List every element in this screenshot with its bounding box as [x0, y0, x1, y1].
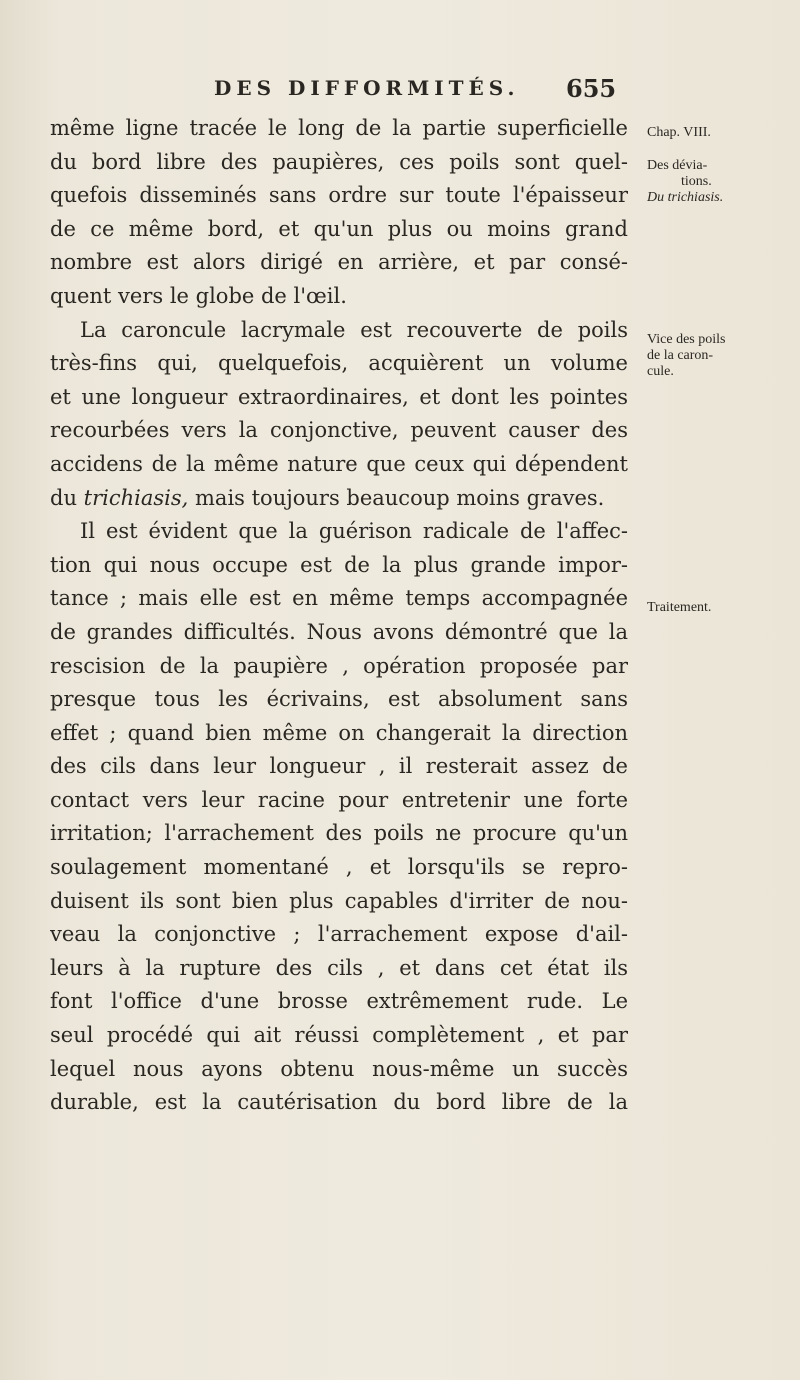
text-word: du: [50, 485, 77, 510]
text-line: lequel nous ayons obtenu nous-même un succès: [50, 1056, 628, 1081]
margin-note-deviations: [647, 158, 792, 206]
text-line: irritation; l'arrachement des poils ne procure qu'un: [50, 821, 628, 846]
text-line: [50, 482, 628, 516]
running-header: [214, 74, 617, 106]
text-line: accidens de la même nature que ceux qui dépendent: [50, 451, 628, 476]
text-line: et une longueur extraordinaires, et dont les pointes: [50, 384, 628, 409]
margin-note-caroncule: [647, 332, 792, 380]
text-line: contact vers leur racine pour entretenir une forte: [50, 787, 628, 812]
text-line: tion qui nous occupe est de la plus grande impor-: [50, 552, 628, 577]
margin-text: Traitement.: [647, 600, 712, 615]
text-line: Il est évident que la guérison radicale de l'affec-: [80, 519, 628, 544]
margin-note-chapter: [647, 125, 792, 141]
text-line: de grandes difficultés. Nous avons démontré que la: [50, 619, 628, 644]
text-word: mais toujours beaucoup moins graves.: [195, 485, 605, 510]
text-line: La caroncule lacrymale est recouverte de poils: [80, 317, 628, 342]
text-line: effet ; quand bien même on changerait la direction: [50, 720, 628, 745]
text-line: recourbées vers la conjonctive, peuvent causer des: [50, 418, 628, 443]
text-line: très-fins qui, quelquefois, acquièrent un volume: [50, 351, 628, 376]
text-line: seul procédé qui ait réussi complètement , et par: [50, 1023, 628, 1048]
text-line: du bord libre des paupières, ces poils sont quel-: [50, 149, 628, 174]
text-line: de ce même bord, et qu'un plus ou moins grand: [50, 216, 628, 241]
text-line: rescision de la paupière , opération proposée par: [50, 653, 628, 678]
margin-text: tions.: [681, 174, 712, 189]
text-line: des cils dans leur longueur , il resterait assez de: [50, 754, 628, 779]
text-line: durable, est la cautérisation du bord libre de la: [50, 1090, 628, 1115]
text-line: quefois disseminés sans ordre sur toute l'épaisseur: [50, 183, 628, 208]
text-line: veau la conjonctive ; l'arrachement expose d'ail-: [50, 922, 628, 947]
text-line: soulagement momentané , et lorsqu'ils se repro-: [50, 855, 628, 880]
margin-text: Vice des poils: [647, 332, 726, 347]
text-line: quent vers le globe de l'œil.: [50, 283, 347, 308]
margin-text: Du trichiasis.: [647, 190, 724, 205]
margin-text: Chap. VIII.: [647, 125, 711, 140]
text-line: leurs à la rupture des cils , et dans cet état ils: [50, 955, 628, 980]
margin-text: cule.: [647, 364, 674, 379]
page-number: 655: [566, 74, 617, 103]
text-line: presque tous les écrivains, est absolument sans: [50, 687, 628, 712]
text-line: même ligne tracée le long de la partie superficielle: [50, 116, 628, 140]
margin-text: de la caron-: [647, 348, 714, 363]
italic-term: trichiasis,: [83, 485, 189, 510]
text-line: tance ; mais elle est en même temps accompagnée: [50, 586, 628, 611]
text-line: font l'office d'une brosse extrêmement rude. Le: [50, 989, 628, 1014]
body-text: [50, 112, 628, 1120]
margin-note-treatment: [647, 600, 792, 616]
text-line: nombre est alors dirigé en arrière, et par consé-: [50, 250, 628, 275]
margin-text: Des dévia-: [647, 158, 708, 173]
text-line: duisent ils sont bien plus capables d'irriter de nou-: [50, 888, 628, 913]
running-title: DES DIFFORMITÉS.: [214, 76, 520, 100]
